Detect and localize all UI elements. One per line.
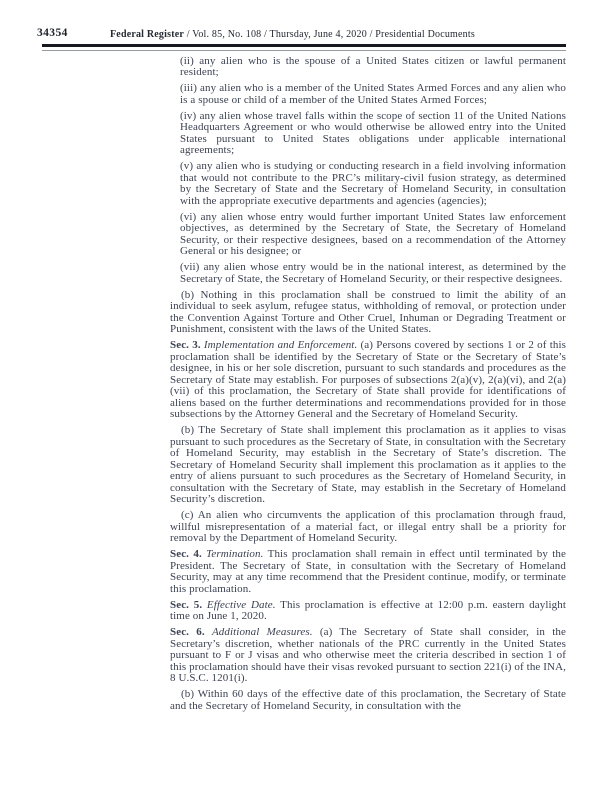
publication-name: Federal Register	[110, 29, 185, 40]
document-body	[170, 51, 566, 712]
section-5	[170, 600, 566, 623]
clause-ii: (ii) any alien who is the spouse of a United States citizen or lawful permanent resident;	[180, 54, 566, 78]
section-3-label: Sec. 3.	[170, 339, 201, 351]
paragraph-c-circumvention: (c) An alien who circumvents the application of this proclamation through fraud, willful misrepresentation of a material fact, or illegal entry shall be a priority for removal by the Department of Homeland Security.	[170, 509, 566, 544]
section-3-text: (a) Persons covered by sections 1 or 2 of this proclamation shall be identified by the Secretary of State or the Secretary of State’s designee, in his or her sole discretion, pursuant to such standards and procedures as the Secretary of State may establish. For purposes of subsections 2(a)(v), 2(a)(vi), and 2(a)(vii) of this proclamation, the Secretary of State shall provide for identifications of aliens based on the further determinations and recommendations provided for in those subsections by the Attorney General and the Secretary of Homeland Security.	[170, 339, 567, 420]
section-3-title: Implementation and Enforcement.	[203, 339, 358, 351]
paragraph-b-limitations: (b) Nothing in this proclamation shall be construed to limit the ability of an individual to seek asylum, refugee status, withholding of removal, or protection under the Convention Against Torture and Other Cruel, Inhuman or Degrading Treatment or Punishment, consistent with the laws of the United States.	[170, 288, 566, 335]
page-number: 34354	[37, 27, 68, 39]
issue-info: / Vol. 85, No. 108 / Thursday, June 4, 2020 / Presidential Documents	[186, 29, 475, 40]
section-4-text: This proclamation shall remain in effect until terminated by the President. The Secretary of State, in consultation with the Secretary of Homeland Security, may at any time recommend that the President continue, modify, or terminate this proclamation.	[170, 548, 566, 595]
section-6-text: (a) The Secretary of State shall consider, in the Secretary’s discretion, whether nationals of the PRC currently in the United States pursuant to F or J visas and who otherwise meet the criteria described in section 1 of this proclamation should have their visas revoked pursuant to section 221(i) of the INA, 8 U.S.C. 1201(i).	[170, 626, 566, 684]
clause-iii: (iii) any alien who is a member of the United States Armed Forces and any alien who is a spouse or child of a member of the United States Armed Forces;	[180, 82, 566, 106]
clause-vi: (vi) any alien whose entry would further important United States law enforcement objectives, as determined by the Secretary of State, the Secretary of Homeland Security, or their respective designees, based on a recommendation of the Attorney General or his designee; or	[180, 210, 566, 257]
clause-v: (v) any alien who is studying or conducting research in a field involving information that would not contribute to the PRC’s military-civil fusion strategy, as determined by the Secretary of State and the Secretary of Homeland Security, in consultation with the appropriate executive departments and agencies (agencies);	[180, 160, 566, 207]
section-6	[170, 627, 566, 685]
header-rule-thick	[42, 44, 566, 47]
section-6-label: Sec. 6.	[170, 626, 205, 638]
section-4-title: Termination.	[206, 548, 264, 560]
header-title	[110, 29, 475, 40]
section-4-label: Sec. 4.	[170, 548, 202, 560]
paragraph-b-implementation: (b) The Secretary of State shall implement this proclamation as it applies to visas pursuant to such procedures as the Secretary of State, in consultation with the Secretary of Homeland Security, may establish in the Secretary of State’s discretion. The Secretary of Homeland Security shall implement this proclamation as it applies to the entry of aliens pursuant to such procedures as the Secretary of Homeland Security, in consultation with the Secretary of State, may establish in the Secretary of Homeland Security’s discretion.	[170, 424, 566, 505]
section-5-label: Sec. 5.	[170, 598, 203, 611]
section-5-text: This proclamation is effective at 12:00 p.m. eastern daylight time on June 1, 2020.	[170, 598, 566, 622]
clause-vii: (vii) any alien whose entry would be in the national interest, as determined by the Secretary of State, the Secretary of Homeland Security, or their respective designees.	[180, 261, 566, 285]
section-3	[170, 340, 566, 421]
clause-iv: (iv) any alien whose travel falls within the scope of section 11 of the United Nations Headquarters Agreement or who would otherwise be allowed entry into the United States pursuant to United States obligations under applicable international agreements;	[180, 109, 566, 156]
section-5-title: Effective Date.	[206, 598, 276, 611]
section-4	[170, 549, 566, 595]
paragraph-b-within-60-days: (b) Within 60 days of the effective date of this proclamation, the Secretary of State and the Secretary of Homeland Security, in consultation with the	[170, 688, 566, 712]
section-6-title: Additional Measures.	[211, 626, 313, 638]
